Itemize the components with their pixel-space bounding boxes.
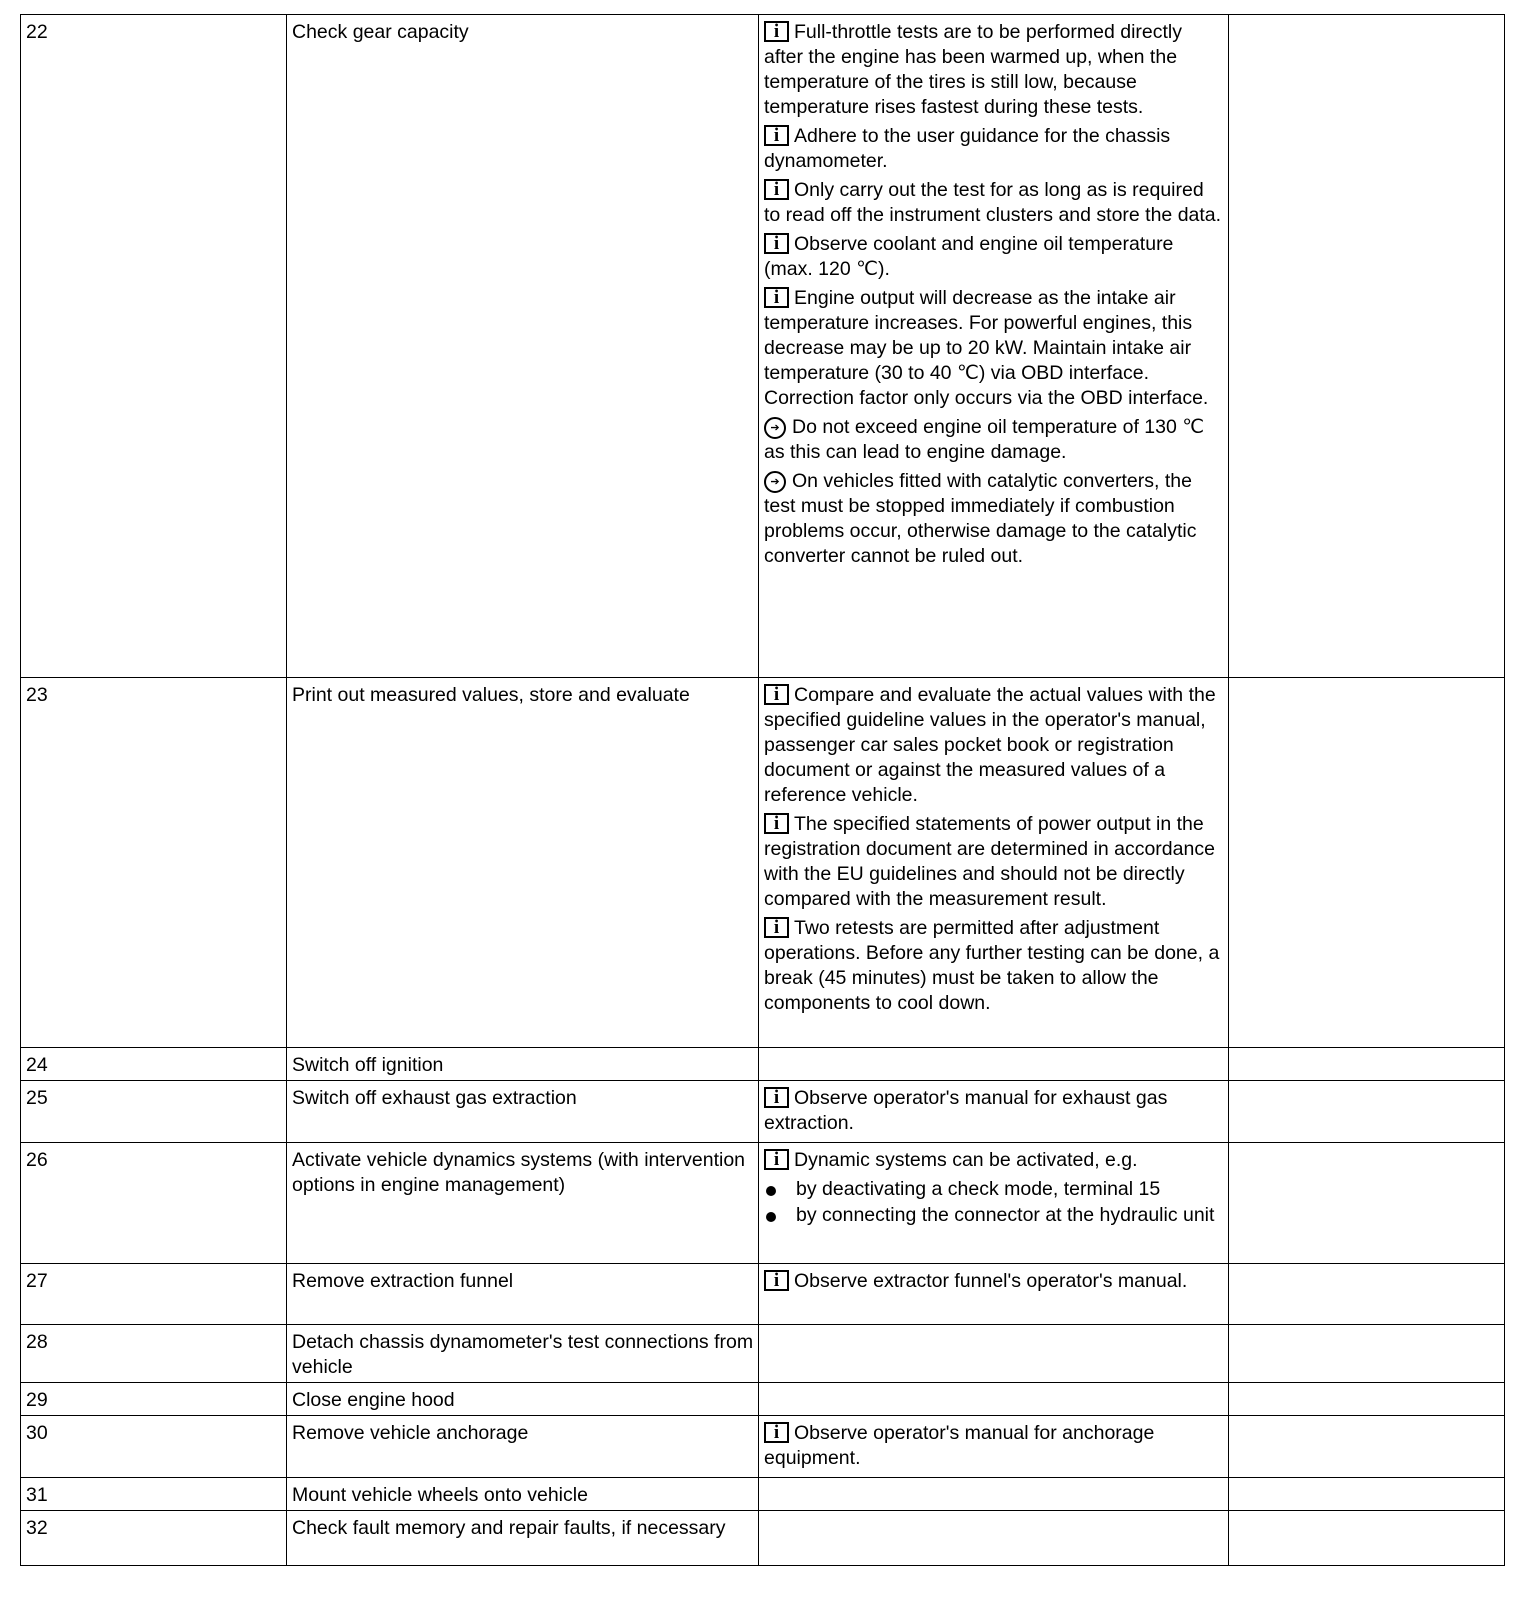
table-row	[21, 1143, 1505, 1264]
step-number: 23	[21, 678, 287, 1048]
note-text: Full-throttle tests are to be performed directly after the engine has been warmed up, when the temperature of the tires is still low, because temperature rises fastest during these tests.	[764, 21, 1182, 118]
table-row	[21, 678, 1505, 1048]
info-note	[764, 916, 1225, 1016]
notes-cell	[759, 1383, 1229, 1416]
step-number: 31	[21, 1478, 287, 1511]
info-note	[764, 1086, 1225, 1136]
warning-icon: ➔	[764, 471, 786, 493]
remarks-cell	[1229, 1416, 1505, 1478]
info-icon: i	[764, 1149, 789, 1170]
notes-cell	[759, 1264, 1229, 1325]
note-text: Do not exceed engine oil temperature of 130 ℃ as this can lead to engine damage.	[764, 416, 1205, 463]
info-note	[764, 286, 1225, 411]
warning-icon: ➔	[764, 417, 786, 439]
note-text: Observe operator's manual for anchorage equipment.	[764, 1422, 1155, 1469]
notes-cell	[759, 15, 1229, 678]
info-icon: i	[764, 233, 789, 254]
bullet-icon	[766, 1186, 776, 1196]
remarks-cell	[1229, 1264, 1505, 1325]
table-row	[21, 1264, 1505, 1325]
info-note	[764, 683, 1225, 808]
info-icon: i	[764, 179, 789, 200]
note-text: On vehicles fitted with catalytic converters, the test must be stopped immediately if combustion problems occur, otherwise damage to the catalytic converter cannot be ruled out.	[764, 470, 1197, 567]
task-description: Mount vehicle wheels onto vehicle	[287, 1478, 759, 1511]
step-number: 27	[21, 1264, 287, 1325]
info-note	[764, 20, 1225, 120]
note-text: The specified statements of power output in the registration document are determined in accordance with the EU guidelines and should not be directly compared with the measurement result.	[764, 813, 1215, 910]
remarks-cell	[1229, 1511, 1505, 1566]
step-number: 22	[21, 15, 287, 678]
note-text: Only carry out the test for as long as is required to read off the instrument clusters and store the data.	[764, 179, 1222, 226]
notes-cell	[759, 1081, 1229, 1143]
step-number: 24	[21, 1048, 287, 1081]
note-text: Observe operator's manual for exhaust gas extraction.	[764, 1087, 1168, 1134]
notes-cell	[759, 1511, 1229, 1566]
bullet-icon	[766, 1212, 776, 1222]
note-text: Observe extractor funnel's operator's manual.	[794, 1270, 1188, 1292]
notes-cell	[759, 1325, 1229, 1383]
note-text: Two retests are permitted after adjustment operations. Before any further testing can be done, a break (45 minutes) must be taken to allow the components to cool down.	[764, 917, 1220, 1014]
task-description: Check gear capacity	[287, 15, 759, 678]
notes-cell	[759, 678, 1229, 1048]
task-description: Check fault memory and repair faults, if necessary	[287, 1511, 759, 1566]
bullet-text: by connecting the connector at the hydraulic unit	[796, 1204, 1215, 1226]
step-number: 26	[21, 1143, 287, 1264]
info-note	[764, 1148, 1225, 1173]
table-row	[21, 1048, 1505, 1081]
table-row	[21, 1416, 1505, 1478]
remarks-cell	[1229, 1048, 1505, 1081]
step-number: 32	[21, 1511, 287, 1566]
table-row	[21, 15, 1505, 678]
bullet-list	[764, 1177, 1225, 1228]
task-description: Detach chassis dynamometer's test connections from vehicle	[287, 1325, 759, 1383]
info-icon: i	[764, 684, 789, 705]
remarks-cell	[1229, 15, 1505, 678]
info-note	[764, 1269, 1225, 1294]
table-row	[21, 1383, 1505, 1416]
task-description: Remove extraction funnel	[287, 1264, 759, 1325]
list-item	[764, 1177, 1225, 1202]
task-description: Close engine hood	[287, 1383, 759, 1416]
note-text: Compare and evaluate the actual values with the specified guideline values in the operator's manual, passenger car sales pocket book or registration document or against the measured values of a reference vehicle.	[764, 684, 1216, 806]
notes-cell	[759, 1478, 1229, 1511]
notes-cell	[759, 1416, 1229, 1478]
info-icon: i	[764, 1087, 789, 1108]
info-note	[764, 124, 1225, 174]
info-icon: i	[764, 21, 789, 42]
remarks-cell	[1229, 1081, 1505, 1143]
step-number: 28	[21, 1325, 287, 1383]
task-description: Activate vehicle dynamics systems (with intervention options in engine management)	[287, 1143, 759, 1264]
task-description: Remove vehicle anchorage	[287, 1416, 759, 1478]
remarks-cell	[1229, 1383, 1505, 1416]
remarks-cell	[1229, 1143, 1505, 1264]
remarks-cell	[1229, 1325, 1505, 1383]
procedure-table	[20, 14, 1505, 1566]
remarks-cell	[1229, 1478, 1505, 1511]
notes-cell	[759, 1143, 1229, 1264]
table-row	[21, 1325, 1505, 1383]
info-note	[764, 232, 1225, 282]
task-description: Print out measured values, store and evaluate	[287, 678, 759, 1048]
warning-note	[764, 469, 1225, 569]
step-number: 30	[21, 1416, 287, 1478]
info-icon: i	[764, 1422, 789, 1443]
task-description: Switch off exhaust gas extraction	[287, 1081, 759, 1143]
list-item	[764, 1203, 1225, 1228]
table-row	[21, 1081, 1505, 1143]
remarks-cell	[1229, 678, 1505, 1048]
note-text: Engine output will decrease as the intake air temperature increases. For powerful engines, this decrease may be up to 20 kW. Maintain intake air temperature (30 to 40 ℃) via OBD interface. Correction factor only occurs via the OBD interface.	[764, 287, 1209, 409]
step-number: 25	[21, 1081, 287, 1143]
info-note	[764, 178, 1225, 228]
table-row	[21, 1478, 1505, 1511]
info-icon: i	[764, 125, 789, 146]
info-icon: i	[764, 287, 789, 308]
note-text: Observe coolant and engine oil temperature (max. 120 ℃).	[764, 233, 1174, 280]
bullet-text: by deactivating a check mode, terminal 15	[796, 1178, 1161, 1200]
warning-note	[764, 415, 1225, 465]
table-row	[21, 1511, 1505, 1566]
info-note	[764, 812, 1225, 912]
info-icon: i	[764, 917, 789, 938]
info-icon: i	[764, 813, 789, 834]
note-text: Adhere to the user guidance for the chassis dynamometer.	[764, 125, 1171, 172]
info-icon: i	[764, 1270, 789, 1291]
task-description: Switch off ignition	[287, 1048, 759, 1081]
info-note	[764, 1421, 1225, 1471]
note-text: Dynamic systems can be activated, e.g.	[794, 1149, 1138, 1171]
step-number: 29	[21, 1383, 287, 1416]
notes-cell	[759, 1048, 1229, 1081]
